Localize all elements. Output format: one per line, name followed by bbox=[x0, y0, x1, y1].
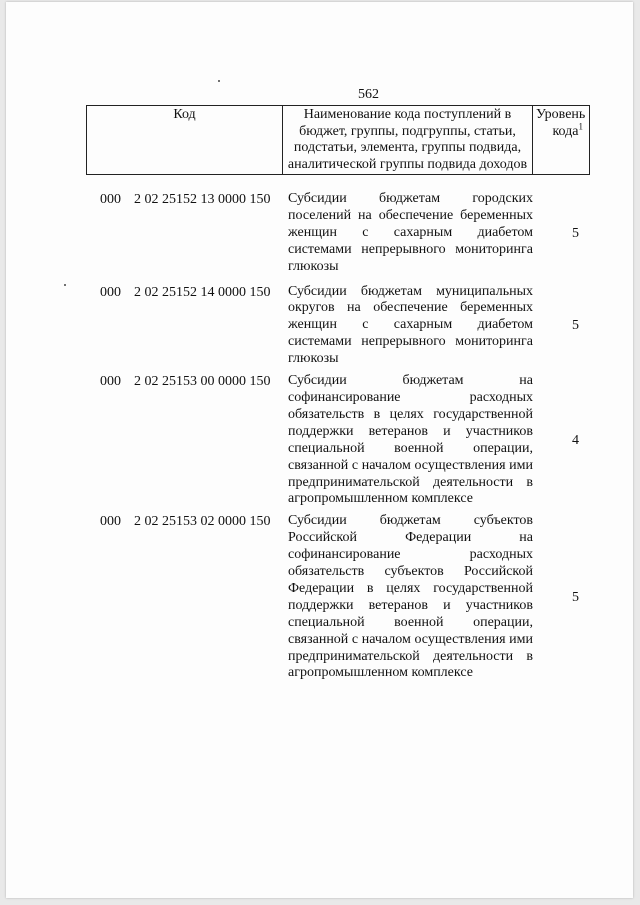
row-prefix: 000 bbox=[100, 192, 121, 207]
scan-speck bbox=[218, 80, 220, 82]
row-name: Субсидии бюджетам муниципальных округов на обеспечение беременных женщин с сахарным диабетом системами непрерывного мониторинга глюкозы bbox=[288, 283, 533, 367]
table-body bbox=[86, 191, 589, 682]
row-level: 5 bbox=[572, 590, 579, 606]
table-row bbox=[86, 191, 589, 276]
header-level-footnote: 1 bbox=[578, 120, 583, 131]
table-header bbox=[86, 105, 590, 175]
row-name: Субсидии бюджетам субъектов Российской Федерации на софинансирование расходных обязательств субъектов Российской Федерации в целях государственной поддержки ветеранов и участников специальной военной операции, связанной с началом осуществления ими предпринимательской деятельности в агропромышленном комплексе bbox=[288, 513, 533, 681]
header-level-label: Уровень кода bbox=[536, 107, 586, 139]
row-name: Субсидии бюджетам на софинансирование расходных обязательств в целях государственной поддержки ветеранов и участников специальной военной операции, связанной с началом осуществления ими предпринимательской деятельности в агропромышленном комплексе bbox=[288, 373, 533, 507]
header-level bbox=[533, 106, 590, 175]
row-code: 2 02 25152 13 0000 150 bbox=[134, 192, 271, 207]
row-level: 5 bbox=[572, 225, 579, 241]
document-page bbox=[6, 2, 633, 898]
table-row bbox=[86, 513, 589, 682]
row-prefix: 000 bbox=[100, 374, 121, 390]
header-name: Наименование кода поступлений в бюджет, группы, подгруппы, статьи, подстатьи, элемента, группы подвида, аналитической группы подвида доходов bbox=[283, 106, 533, 175]
header-code: Код bbox=[87, 106, 283, 175]
row-code: 2 02 25152 14 0000 150 bbox=[134, 284, 271, 300]
row-code: 2 02 25153 00 0000 150 bbox=[134, 374, 271, 390]
table-row bbox=[86, 373, 589, 508]
scan-speck bbox=[64, 284, 66, 286]
row-level: 5 bbox=[572, 318, 579, 334]
row-level: 4 bbox=[572, 433, 579, 449]
table-row bbox=[86, 284, 589, 369]
row-prefix: 000 bbox=[100, 284, 121, 300]
row-prefix: 000 bbox=[100, 514, 121, 530]
row-code: 2 02 25153 02 0000 150 bbox=[134, 514, 271, 530]
page-number: 562 bbox=[358, 87, 379, 102]
row-name: Субсидии бюджетам городских поселений на обеспечение беременных женщин с сахарным диабетом системами непрерывного мониторинга глюкозы bbox=[288, 191, 533, 274]
